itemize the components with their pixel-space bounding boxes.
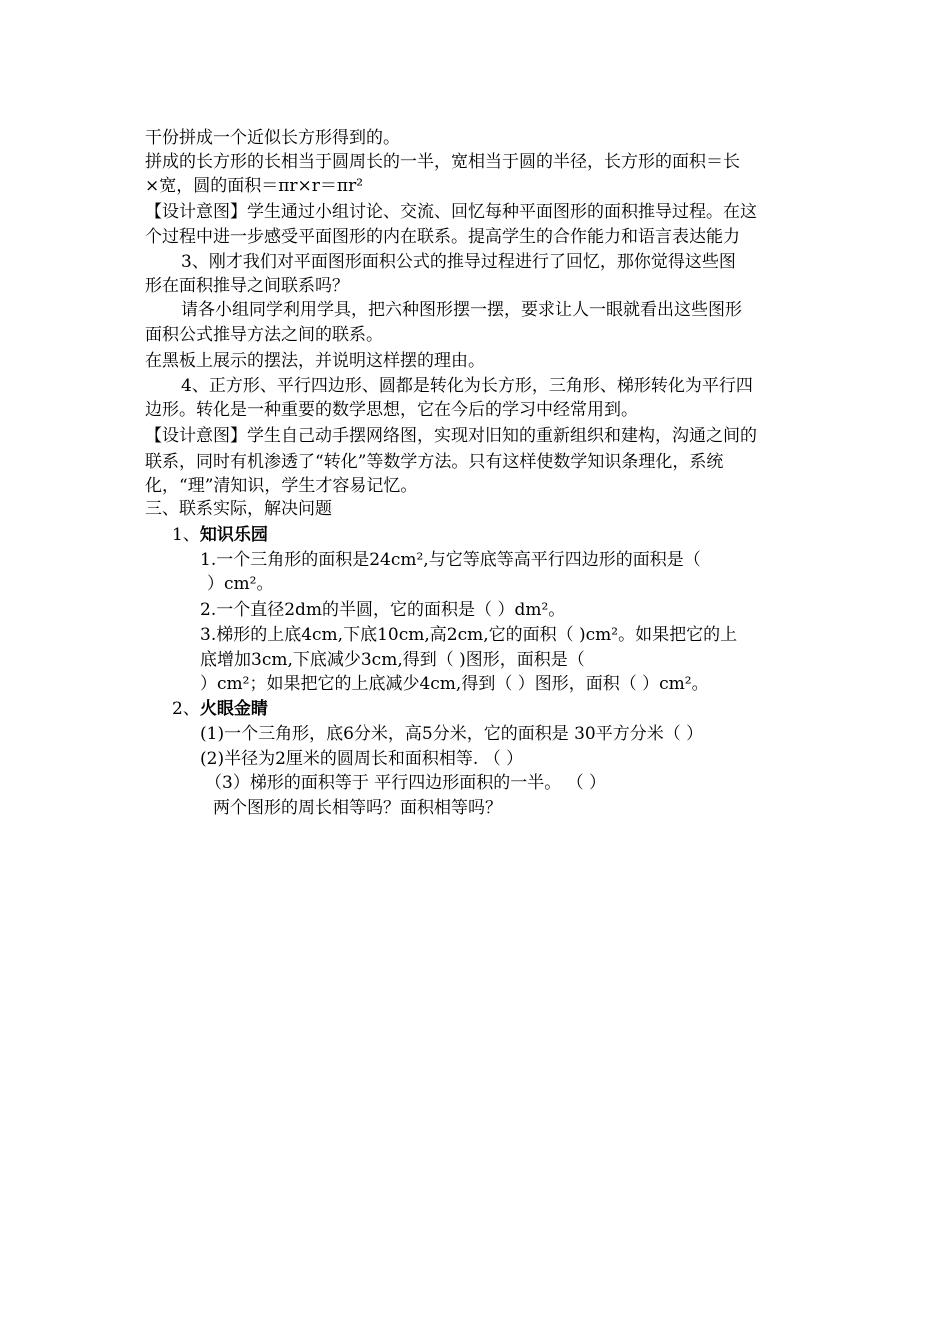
subsection-title: 知识乐园 bbox=[199, 525, 268, 545]
exercise-line: 1.一个三角形的面积是24cm²,与它等底等高平行四边形的面积是（ bbox=[200, 550, 701, 570]
text-line: 4、正方形、平行四边形、圆都是转化为长方形，三角形、梯形转化为平行四 bbox=[181, 376, 753, 396]
exercise-line: (1)一个三角形，底6分米，高5分米，它的面积是 30平方分米（ ） bbox=[200, 724, 704, 744]
section-heading: 三、联系实际，解决问题 bbox=[145, 499, 332, 519]
text-line: 干份拼成一个近似长方形得到的。 bbox=[145, 128, 400, 148]
exercise-line: 两个图形的周长相等吗？面积相等吗？ bbox=[213, 798, 502, 818]
text-line: 个过程中进一步感受平面图形的内在联系。提高学生的合作能力和语言表达能力 bbox=[145, 227, 740, 247]
text-line: 联系，同时有机渗透了“转化”等数学方法。只有这样使数学知识条理化，系统 bbox=[145, 452, 724, 472]
exercise-line: ）cm²。 bbox=[207, 574, 274, 594]
text-line: 【设计意图】学生通过小组讨论、交流、回忆每种平面图形的面积推导过程。在这 bbox=[145, 202, 757, 222]
text-line: 请各小组同学利用学具，把六种图形摆一摆，要求让人一眼就看出这些图形 bbox=[181, 300, 742, 320]
subsection-number: 2、 bbox=[172, 699, 200, 719]
exercise-line: (2)半径为2厘米的圆周长和面积相等. （ ） bbox=[200, 749, 524, 769]
exercise-line: 2.一个直径2dm的半圆，它的面积是（ ）dm²。 bbox=[200, 600, 566, 620]
subsection-heading bbox=[172, 523, 268, 547]
text-line: 边形。转化是一种重要的数学思想，它在今后的学习中经常用到。 bbox=[145, 400, 638, 420]
exercise-line: 3.梯形的上底4cm,下底10cm,高2cm,它的面积（ )cm²。如果把它的上 bbox=[200, 625, 738, 645]
text-line: 面积公式推导方法之间的联系。 bbox=[145, 325, 383, 345]
text-line: ×宽，圆的面积＝πr×r＝πr² bbox=[145, 176, 364, 196]
subsection-heading bbox=[172, 697, 268, 721]
subsection-number: 1、 bbox=[172, 525, 200, 545]
text-line: 3、刚才我们对平面图形面积公式的推导过程进行了回忆，那你觉得这些图 bbox=[181, 252, 736, 272]
exercise-line: （3）梯形的面积等于 平行四边形面积的一半。 （ ） bbox=[205, 773, 607, 793]
subsection-title: 火眼金睛 bbox=[199, 699, 268, 719]
text-line: 化，“理”清知识，学生才容易记忆。 bbox=[145, 476, 418, 496]
text-line: 【设计意图】学生自己动手摆网络图，实现对旧知的重新组织和建构，沟通之间的 bbox=[145, 426, 757, 446]
text-line: 在黑板上展示的摆法，并说明这样摆的理由。 bbox=[145, 351, 485, 371]
exercise-line: 底增加3cm,下底减少3cm,得到（ )图形，面积是（ bbox=[200, 650, 585, 670]
text-line: 拼成的长方形的长相当于圆周长的一半，宽相当于圆的半径，长方形的面积＝长 bbox=[145, 152, 740, 172]
exercise-line: ）cm²；如果把它的上底减少4cm,得到（ ）图形，面积（ ）cm²。 bbox=[200, 674, 709, 694]
text-line: 形在面积推导之间联系吗？ bbox=[145, 276, 349, 296]
